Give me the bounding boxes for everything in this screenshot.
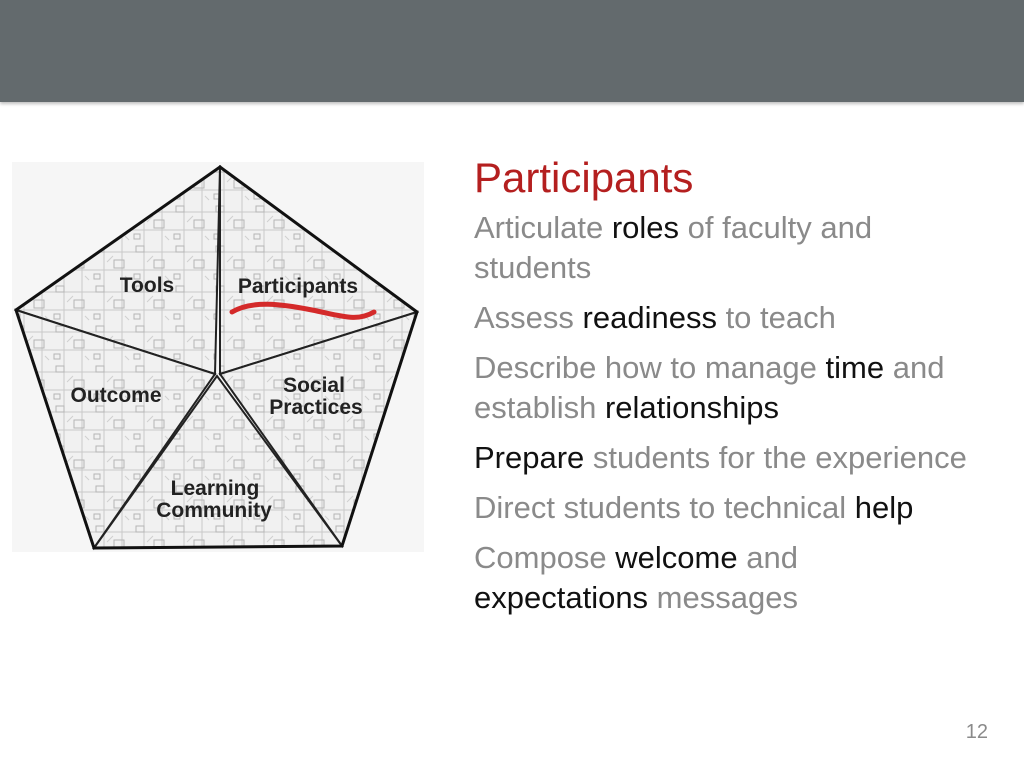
bullet-text: and [737, 540, 798, 575]
bullet-text: messages [648, 580, 798, 615]
label-learning-line1: Learning [170, 477, 260, 500]
bullet-keyword: welcome [615, 540, 738, 575]
bullet-item [474, 438, 974, 478]
bullet-text: students for the experience [584, 440, 967, 475]
bullet-text: Describe how to manage [474, 350, 826, 385]
bullet-text: Articulate [474, 210, 612, 245]
bullet-text: Compose [474, 540, 616, 575]
label-social-line2: Practices [269, 396, 363, 419]
bullet-item [474, 538, 974, 618]
bullet-keyword: relationships [604, 390, 780, 425]
slide-content [474, 152, 994, 628]
bullet-text: of faculty and students [474, 210, 873, 285]
label-tools: Tools [119, 274, 175, 297]
page-number: 12 [965, 721, 988, 743]
bullet-text: to teach [716, 300, 836, 335]
bullet-text: Direct students to technical [474, 490, 855, 525]
label-learning-line2: Community [156, 499, 272, 522]
bullet-keyword: help [854, 490, 914, 525]
bullet-keyword: roles [611, 210, 680, 245]
header-bar [0, 0, 1024, 102]
bullet-list [474, 208, 994, 618]
label-social-line1: Social [283, 374, 345, 397]
label-participants: Participants [237, 275, 359, 298]
label-outcome: Outcome [70, 384, 162, 407]
bullet-text: and establish [474, 350, 945, 425]
bullet-item [474, 298, 974, 338]
bullet-item [474, 488, 974, 528]
bullet-keyword: expectations [474, 580, 649, 615]
bullet-item [474, 208, 974, 288]
pentagon-diagram [12, 162, 424, 552]
bullet-keyword: readiness [582, 300, 717, 335]
bullet-item [474, 348, 974, 428]
bullet-text: Assess [474, 300, 583, 335]
bullet-keyword: Prepare [474, 440, 585, 475]
pentagon-diagram-svg [12, 162, 424, 552]
bullet-keyword: time [825, 350, 885, 385]
slide-title: Participants [474, 154, 694, 201]
